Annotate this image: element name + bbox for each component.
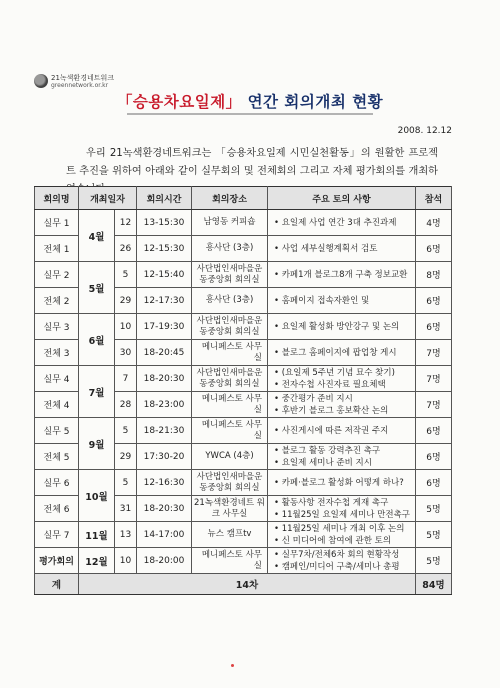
meeting-name: 실무 4: [35, 366, 79, 392]
topic-item: • 블로그 홈페이지에 팝업창 게시: [274, 347, 413, 359]
topics-cell: [268, 210, 416, 236]
topic-item: • 전자수첩 사진자료 필요체택: [274, 379, 413, 391]
day-cell: 7: [115, 366, 137, 392]
time-cell: 12-16:30: [137, 470, 192, 496]
topics-cell: [268, 314, 416, 340]
place-cell: 메니페스토 사무실: [192, 418, 268, 444]
place-cell: 흥사단 (3층): [192, 236, 268, 262]
time-cell: 18-20:30: [137, 496, 192, 522]
ink-mark: [231, 664, 234, 667]
topic-item: • 활동사항 전자수첩 게재 촉구: [274, 497, 413, 509]
month-cell: 6월: [79, 314, 115, 366]
attendance-cell: 5명: [416, 548, 452, 574]
month-cell: 12월: [79, 548, 115, 574]
header-time: 회의시간: [137, 187, 192, 210]
header-date: 개최일자: [79, 187, 137, 210]
topic-item: • 캠페인/미디어 구축/세미나 총평: [274, 561, 413, 573]
attendance-cell: 4명: [416, 210, 452, 236]
table-row: [35, 210, 452, 236]
place-cell: 남영동 커피숍: [192, 210, 268, 236]
attendance-cell: 5명: [416, 496, 452, 522]
time-cell: 18-20:00: [137, 548, 192, 574]
topic-item: • 11월25일 요일제 세미나 만전촉구: [274, 509, 413, 521]
page-title: [0, 90, 500, 112]
day-cell: 5: [115, 418, 137, 444]
meeting-name: 전체 1: [35, 236, 79, 262]
place-cell: 메니페스토 사무실: [192, 548, 268, 574]
day-cell: 28: [115, 392, 137, 418]
logo-url: greennetwork.or.kr: [51, 82, 109, 89]
place-cell: YWCA (4층): [192, 444, 268, 470]
attendance-cell: 5명: [416, 522, 452, 548]
time-cell: 12-15:30: [137, 236, 192, 262]
meeting-name: 전체 6: [35, 496, 79, 522]
logo-emblem-icon: [34, 74, 48, 88]
time-cell: 13-15:30: [137, 210, 192, 236]
topic-item: • 카페·블로그 활성화 어떻게 하나?: [274, 477, 413, 489]
time-cell: 12-15:40: [137, 262, 192, 288]
month-cell: 4월: [79, 210, 115, 262]
attendance-cell: 6명: [416, 236, 452, 262]
day-cell: 13: [115, 522, 137, 548]
place-cell: 사단법인새마을운동중앙회 회의실: [192, 314, 268, 340]
attendance-cell: 6명: [416, 444, 452, 470]
time-cell: 18-20:30: [137, 366, 192, 392]
place-cell: 사단법인새마을운동중앙회 회의실: [192, 470, 268, 496]
total-count: 14차: [79, 574, 416, 595]
month-cell: 10월: [79, 470, 115, 522]
table-row: [35, 522, 452, 548]
meeting-name: 실무 1: [35, 210, 79, 236]
topic-item: • 블로그 활동 강력추진 촉구: [274, 445, 413, 457]
time-cell: 18-20:45: [137, 340, 192, 366]
topics-cell: [268, 496, 416, 522]
header-place: 회의장소: [192, 187, 268, 210]
total-attendance: 84명: [416, 574, 452, 595]
topics-cell: [268, 522, 416, 548]
topic-item: • 카페1개 블로그8개 구축 정보교환: [274, 269, 413, 281]
day-cell: 26: [115, 236, 137, 262]
topics-cell: [268, 262, 416, 288]
attendance-cell: 8명: [416, 262, 452, 288]
place-cell: 뉴스 캠프tv: [192, 522, 268, 548]
place-cell: 사단법인새마을운동중앙회 회의실: [192, 262, 268, 288]
logo-org-name: 21녹색환경네트워크: [51, 74, 115, 82]
topics-cell: [268, 392, 416, 418]
topics-cell: [268, 340, 416, 366]
title-bracketed: 「승용차요일제」: [116, 93, 242, 111]
day-cell: 31: [115, 496, 137, 522]
attendance-cell: 6명: [416, 470, 452, 496]
attendance-cell: 6명: [416, 288, 452, 314]
table-header-row: [35, 187, 452, 210]
topic-item: • 후반기 블로그 홍보확산 논의: [274, 405, 413, 417]
topics-cell: [268, 444, 416, 470]
topic-item: • 요일제 사업 연간 3대 추진과제: [274, 217, 413, 229]
month-cell: 5월: [79, 262, 115, 314]
topic-item: • 사진게시에 따른 저작권 주지: [274, 425, 413, 437]
attendance-cell: 7명: [416, 340, 452, 366]
place-cell: 메니페스토 사무실: [192, 392, 268, 418]
topics-cell: [268, 236, 416, 262]
time-cell: 18-23:00: [137, 392, 192, 418]
attendance-cell: 6명: [416, 314, 452, 340]
day-cell: 10: [115, 548, 137, 574]
meeting-name: 전체 3: [35, 340, 79, 366]
table-row: [35, 418, 452, 444]
time-cell: 12-17:30: [137, 288, 192, 314]
meeting-name: 실무 5: [35, 418, 79, 444]
time-cell: 17-19:30: [137, 314, 192, 340]
time-cell: 14-17:00: [137, 522, 192, 548]
day-cell: 30: [115, 340, 137, 366]
topic-item: • 신 미디어에 참여에 관한 토의: [274, 535, 413, 547]
meeting-name: 실무 3: [35, 314, 79, 340]
meeting-name: 전체 4: [35, 392, 79, 418]
attendance-cell: 6명: [416, 418, 452, 444]
total-label: 계: [35, 574, 79, 595]
meeting-name: 실무 2: [35, 262, 79, 288]
month-cell: 11월: [79, 522, 115, 548]
day-cell: 5: [115, 470, 137, 496]
attendance-cell: 7명: [416, 366, 452, 392]
table-row: [35, 548, 452, 574]
table-row: [35, 314, 452, 340]
table-row: [35, 470, 452, 496]
topic-item: • 요일제 세미나 준비 지시: [274, 457, 413, 469]
topics-cell: [268, 548, 416, 574]
table-row: [35, 366, 452, 392]
place-cell: 21녹색환경네트 워크 사무실: [192, 496, 268, 522]
title-underline: [127, 113, 373, 115]
attendance-cell: 7명: [416, 392, 452, 418]
topic-item: • 11월25일 세미나 개최 이후 논의: [274, 523, 413, 535]
meeting-name: 전체 2: [35, 288, 79, 314]
header-attendance: 참석: [416, 187, 452, 210]
table-row: [35, 262, 452, 288]
day-cell: 10: [115, 314, 137, 340]
title-rest: 연간 회의개최 현황: [247, 93, 384, 111]
topics-cell: [268, 366, 416, 392]
day-cell: 12: [115, 210, 137, 236]
time-cell: 18-21:30: [137, 418, 192, 444]
day-cell: 29: [115, 288, 137, 314]
topic-item: • 홈페이지 접속자환인 및: [274, 295, 413, 307]
month-cell: 9월: [79, 418, 115, 470]
meeting-name: 평가회의: [35, 548, 79, 574]
topic-item: • (요일제 5주년 기념 묘수 찾기): [274, 367, 413, 379]
meeting-name: 전체 5: [35, 444, 79, 470]
meeting-name: 실무 6: [35, 470, 79, 496]
intro-text: 우리 21녹색환경네트워크는 「승용차요일제 시민실천활동」의 원활한 프로젝트 추진을 위하여 아래와 같이 실무회의 및 전체회의 그리고 자체 평가회의를 개최하: [66, 148, 438, 177]
topic-item: • 사업 세부실행계획서 검토: [274, 243, 413, 255]
day-cell: 5: [115, 262, 137, 288]
place-cell: 사단법인새마을운동중앙회 회의실: [192, 366, 268, 392]
topics-cell: [268, 288, 416, 314]
total-row: [35, 574, 452, 595]
topics-cell: [268, 470, 416, 496]
day-cell: 29: [115, 444, 137, 470]
document-date: 2008. 12.12: [397, 126, 452, 136]
header-topics: 주요 토의 사항: [268, 187, 416, 210]
time-cell: 17:30-20: [137, 444, 192, 470]
topics-cell: [268, 418, 416, 444]
topic-item: • 중간평가 준비 지시: [274, 393, 413, 405]
month-cell: 7월: [79, 366, 115, 418]
topic-item: • 실무7차/전체6차 회의 현황작성: [274, 549, 413, 561]
meeting-name: 실무 7: [35, 522, 79, 548]
place-cell: 메니페스토 사무실: [192, 340, 268, 366]
place-cell: 흥사단 (3층): [192, 288, 268, 314]
header-meeting: 회의명: [35, 187, 79, 210]
meeting-table: [34, 186, 452, 595]
topic-item: • 요일제 활성화 방안강구 및 논의: [274, 321, 413, 333]
